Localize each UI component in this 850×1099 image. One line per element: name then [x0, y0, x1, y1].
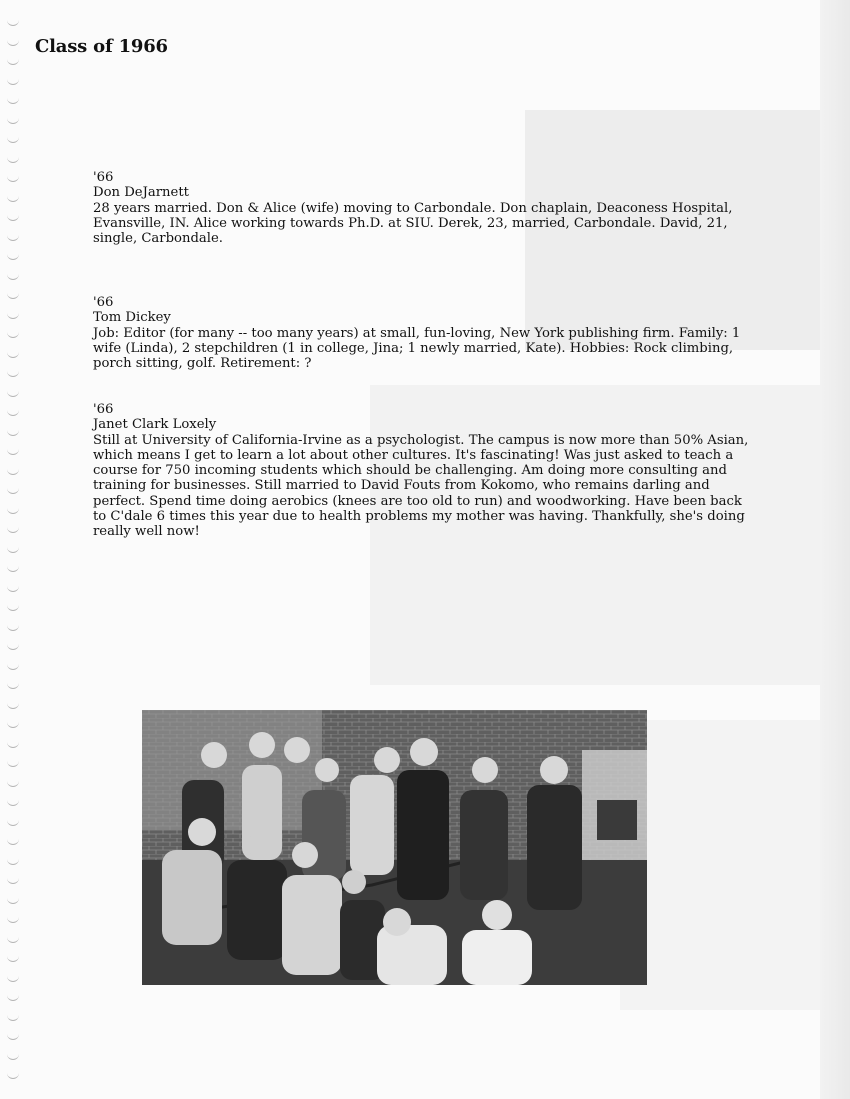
- binding-hole: [7, 272, 19, 280]
- binding-hole: [7, 486, 19, 494]
- binding-hole: [7, 642, 19, 650]
- binding-hole: [7, 350, 19, 358]
- binding-hole: [7, 545, 19, 553]
- entry-year: '66: [93, 170, 114, 185]
- binding-hole: [7, 174, 19, 182]
- binding-hole: [7, 720, 19, 728]
- binding-hole: [7, 564, 19, 572]
- binding-hole: [7, 311, 19, 319]
- binding-hole: [7, 1071, 19, 1079]
- page-title: Class of 1966: [35, 36, 168, 57]
- group-photo-image: [142, 710, 647, 985]
- binding-hole: [7, 857, 19, 865]
- binding-hole: [7, 701, 19, 709]
- binding-hole: [7, 428, 19, 436]
- binding-hole: [7, 194, 19, 202]
- binding-hole: [7, 77, 19, 85]
- binding-hole: [7, 525, 19, 533]
- binding-hole: [7, 389, 19, 397]
- binding-hole: [7, 623, 19, 631]
- binding-hole: [7, 408, 19, 416]
- bleed-through-area: [620, 720, 840, 1010]
- binding-hole: [7, 935, 19, 943]
- binding-hole: [7, 837, 19, 845]
- spiral-binding-holes: [4, 18, 24, 1093]
- entry-year: '66: [93, 295, 114, 310]
- binding-hole: [7, 954, 19, 962]
- binding-hole: [7, 135, 19, 143]
- binding-hole: [7, 876, 19, 884]
- binding-hole: [7, 798, 19, 806]
- binding-hole: [7, 252, 19, 260]
- binding-hole: [7, 779, 19, 787]
- binding-hole: [7, 447, 19, 455]
- alumni-entry: [93, 170, 755, 246]
- alumni-entry: [93, 402, 758, 540]
- binding-hole: [7, 1052, 19, 1060]
- binding-hole: [7, 38, 19, 46]
- binding-hole: [7, 467, 19, 475]
- binding-hole: [7, 213, 19, 221]
- binding-hole: [7, 603, 19, 611]
- binding-hole: [7, 993, 19, 1001]
- binding-hole: [7, 1032, 19, 1040]
- binding-hole: [7, 96, 19, 104]
- binding-hole: [7, 740, 19, 748]
- binding-hole: [7, 369, 19, 377]
- binding-hole: [7, 818, 19, 826]
- binding-hole: [7, 506, 19, 514]
- binding-hole: [7, 915, 19, 923]
- binding-hole: [7, 759, 19, 767]
- binding-hole: [7, 291, 19, 299]
- binding-hole: [7, 584, 19, 592]
- binding-hole: [7, 330, 19, 338]
- binding-hole: [7, 18, 19, 26]
- group-photo: [142, 710, 647, 985]
- entry-name: Janet Clark Loxely: [93, 417, 217, 433]
- binding-hole: [7, 974, 19, 982]
- binding-hole: [7, 57, 19, 65]
- binding-hole: [7, 233, 19, 241]
- page-edge-shadow: [820, 0, 850, 1099]
- entry-text: 28 years married. Don & Alice (wife) moving to Carbondale. Don chaplain, Deaconess Hospital, Evansville, IN. Alice working towards Ph.D. at SIU. Derek, 23, married, Carbondale. David, 21, single, Carbondale.: [93, 200, 733, 247]
- binding-hole: [7, 662, 19, 670]
- alumni-entry: [93, 295, 755, 371]
- entry-name: Don DeJarnett: [93, 185, 189, 201]
- binding-hole: [7, 681, 19, 689]
- entry-text: Still at University of California-Irvine as a psychologist. The campus is now more than 50% Asian, which means I get to learn a lot about other cultures. It's fascinating! Was just asked to teach a course for 750 incoming students which should be challenging. Am doing more consulting and training for businesses. Still married to David Fouts from Kokomo, who remains darling and perfect. Spend time doing aerobics (knees are too old to run) and woodworking. Have been back to C'dale 6 times this year due to health problems my mother was having. Thankfully, she's doing really well now!: [93, 432, 749, 540]
- entry-text: Job: Editor (for many -- too many years) at small, fun-loving, New York publishing firm. Family: 1 wife (Linda), 2 stepchildren (1 in college, Jina; 1 newly married, Kate). Hobbies: Rock climbing, porch sitting, golf. Retirement: ?: [93, 325, 741, 372]
- binding-hole: [7, 155, 19, 163]
- entry-name: Tom Dickey: [93, 310, 171, 326]
- entry-year: '66: [93, 402, 114, 417]
- binding-hole: [7, 896, 19, 904]
- binding-hole: [7, 1013, 19, 1021]
- binding-hole: [7, 116, 19, 124]
